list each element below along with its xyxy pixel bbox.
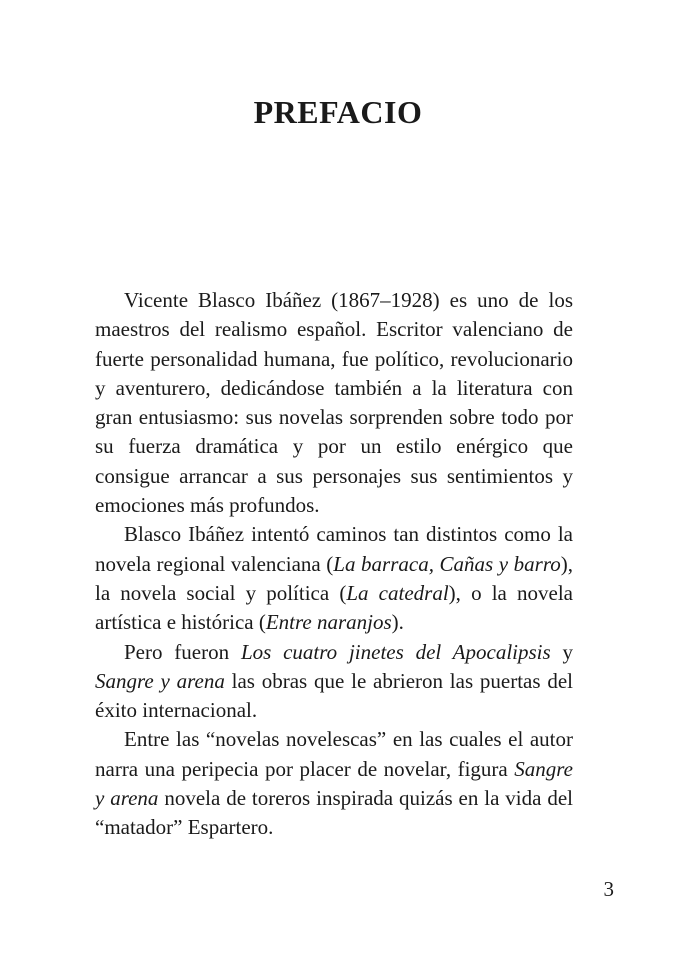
paragraph [95,520,573,637]
paragraph-text: ). [391,610,404,635]
italic-title-text: Sangre y arena [95,756,573,811]
italic-title-text: La catedral [346,580,449,605]
italic-title-text: Los cuatro jinetes del Apocalipsis [240,639,551,664]
italic-title-text: La barraca, Cañas y barro [333,551,561,576]
page-title: PREFACIO [253,94,423,130]
paragraph-text: ), la novela social y política ( [95,551,573,605]
paragraph [95,286,573,520]
paragraph-text: y [550,639,573,664]
page-number: 3 [603,877,614,901]
paragraph [95,725,573,842]
paragraph-text: Blasco Ibáñez intentó caminos tan distintos como la novela regional valenciana ( [95,522,573,576]
italic-title-text: Entre naranjos [265,610,392,635]
paragraph-text: Pero fueron [124,639,241,664]
paragraph-text: Vicente Blasco Ibáñez (1867–1928) es uno de los maestros del realismo español. Escritor valenciano de fuerte personalidad humana, fue político, revolucionario y aventurero, dedicándose también a la literatura con gran entusiasmo: sus novelas sorprenden sobre todo por su fuerza dramática y por un estilo enérgico que consigue arrancar a sus personajes sus sentimientos y emociones más profundos. [95,288,573,518]
italic-title-text: Sangre y arena [95,668,225,693]
paragraph [95,638,573,726]
paragraph-text: novela de toreros inspirada quizás en la vida del “matador” Espartero. [95,786,573,840]
preface-body [95,286,573,843]
paragraph-text: las obras que le abrieron las puertas del éxito internacional. [95,668,573,723]
paragraph-text: Entre las “novelas novelescas” en las cuales el autor narra una peripecia por placer de novelar, figura [95,727,573,781]
paragraph-text: ), o la novela artística e histórica ( [95,580,573,635]
